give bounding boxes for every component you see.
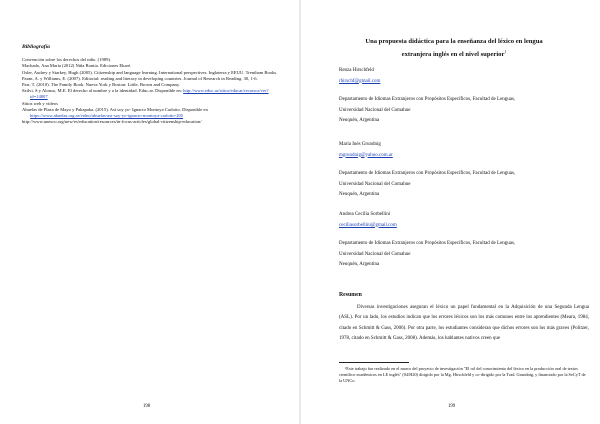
bib-entry: Paran, A. y Williams, E. (2007). Editorial: reading and literacy in developing countries. Journal of Research in Reading. 30, 1-6. [22, 75, 258, 81]
bib-entry: Parr, T. (2010). The Family Book. Nueva York y Boston: Little, Brown and Company. [22, 82, 180, 88]
abstract-text: Diversas investigaciones aseguran el léxico un papel fundamental en la Adquisición de una Segunda Lengua (ASL). Por un lado, los estudios indican que los errores léxicos son los más comunes entre los aprendientes (Meara, 1984, citado en Schmitt & Gass, 2006). Por otra parte, los estudiantes consideran que dichos errores son los más graves (Politzer, 1978, citado en Schmitt & Gass, 2008). Además, los hablantes nativos creen que [339, 305, 589, 342]
author-university: Universidad Nacional del Comahue [339, 181, 411, 187]
bib-entry: Szilvi, S y Alonso, M.E. El derecho al nombre y a la identidad. Educ.ar. Disponible en: http://www.educ.ar/sitios/educar/recursos/ver?id=14807 [22, 88, 269, 100]
author-email[interactable]: mgrundnig@yahoo.com.ar [339, 152, 393, 158]
bib-entry: http://www.unesco.org/new/es/education/resources/in-focus-articles/global-citizenship-education/ [22, 119, 202, 125]
footnote-text: ¹Este trabajo fue realizado en el marco del proyecto de investigación "El rol del conocimiento del léxico en la producción oral de textos científico-académicos en LE inglés" (04/H20) dirigido por la Mg. Hirschfeld y co-dirigido por la Trad. Grundnig, y financiado por la SeCyT de la UNCo. [339, 366, 586, 383]
author-name: María Inés Grundnig [339, 142, 381, 147]
title-line-2: extranjera inglés en el nivel superior [401, 51, 505, 59]
footnote-mark[interactable]: 1 [504, 50, 507, 54]
abstract-body [339, 303, 589, 345]
bib-entry: Osler, Audrey y Starkey, Hugh (2005). Citizenship and language learning. International perspectives. Inglaterra y EEUU. Trentham Books. [22, 69, 278, 75]
author-email[interactable]: rhirschf@gmail.com [339, 78, 381, 84]
page-number: 198 [143, 404, 151, 409]
bib-entry: Abuelas de Plaza de Mayo y Pakapaka. (2015). Así soy yo- Ignacio Montoya Carlotto. Disponible en https://www.abuelas.org.ar/video/abuelas-asi-soy-yo-ignacio-montoya-carlotto-205 [22, 106, 208, 119]
bib-entry: Machado, Ana María (2012) Niña Bonita. Ediciones Ekaré. [22, 63, 132, 69]
bib-link[interactable]: http://www.educ.ar/sitios/educar/recursos/ver?id=14807 [30, 88, 269, 100]
author-name: Renza Hirschfeld [339, 68, 374, 73]
page-number: 199 [448, 404, 456, 409]
bibliography-heading: Bibliografía [22, 44, 50, 50]
author-name: Andrea Cecilia Sorbellini [339, 212, 391, 217]
author-block [339, 140, 589, 201]
author-email[interactable]: ceciliasorbellini@gmail.com [339, 222, 397, 228]
right-page [301, 0, 600, 424]
author-block [339, 210, 589, 271]
article-title [323, 36, 585, 60]
author-university: Universidad Nacional del Comahue [339, 107, 411, 113]
author-location: Neuquén, Argentina [339, 192, 380, 197]
author-university: Universidad Nacional del Comahue [339, 251, 411, 257]
author-location: Neuquén, Argentina [339, 262, 380, 267]
bib-entry: Convención sobre los derechos del niño. (1989). [22, 57, 112, 63]
author-affiliation: Departamento de Idiomas Extranjeros con Propósitos Específicos, Facultad de Lenguas, [339, 241, 516, 246]
author-affiliation: Departamento de Idiomas Extranjeros con Propósitos Específicos, Facultad de Lenguas, [339, 171, 516, 176]
left-page [0, 0, 299, 424]
abstract-heading: Resumen [339, 292, 362, 298]
author-location: Neuquén, Argentina [339, 118, 380, 123]
bib-link[interactable]: https://www.abuelas.org.ar/video/abuelas-asi-soy-yo-ignacio-montoya-carlotto-205 [30, 113, 184, 119]
footnote-divider [339, 362, 409, 363]
bibliography [22, 44, 284, 125]
footnote [339, 366, 589, 383]
author-affiliation: Departamento de Idiomas Extranjeros con Propósitos Específicos, Facultad de Lenguas, [339, 97, 516, 102]
title-line-1: Una propuesta didáctica para la enseñanza del léxico en lengua [365, 38, 543, 45]
author-block [339, 66, 589, 127]
bib-entry: Sitios web y videos [22, 100, 58, 106]
